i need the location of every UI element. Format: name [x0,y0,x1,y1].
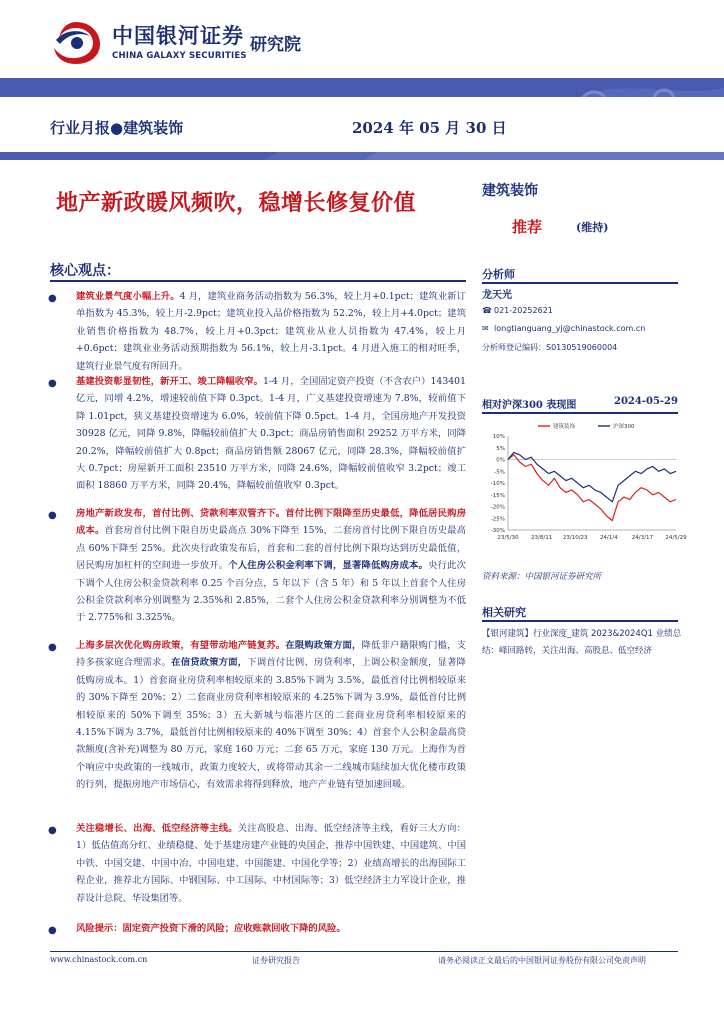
analyst-email-address[interactable]: longtianguang_yj@chinastock.com.cn [494,324,646,333]
related-research-link[interactable]: 【银河建筑】行业深度_建筑 2023&2024Q1 业绩总结：峰回路转，关注出海、高股息、低空经济 [482,629,682,656]
core-item-6 [76,920,466,937]
core-item-4-emphasis-1: 在限购政策方面， [285,640,362,651]
rating-label: 推荐 [512,218,543,236]
y-tick-label: -25% [490,516,505,523]
chart-source: 资料来源：中国银河证券研究所 [482,572,602,582]
core-item-3-body: 首套房首付比例下限自历史最高点 30%下降至 15%，二套房首付比例下限自历史最高点 60%下降至 25%。此次央行政策发布后，首套和二套的首付比例下限均达到历史最低值，居民购房加杠杆的空间进一步放开。 [76,525,466,572]
x-tick-label: 24/5/29 [665,535,687,541]
core-views-heading: 核心观点： [50,263,120,279]
core-item-5 [76,820,466,907]
core-item-1-lead: 建筑业景气度小幅上升。 [76,291,180,302]
rating-note: (维持) [576,221,609,234]
core-item-2 [76,373,466,495]
x-tick-label: 24/1/4 [599,535,618,541]
report-title: 地产新政暖风频吹，稳增长修复价值 [56,190,417,216]
core-item-3-lead: 房地产新政发布，首付比例、贷款利率双管齐下。首付比例下限降至历史最低，降低居民购房成本。 [76,508,466,537]
logo-chinese-name: 中国银河证券 [112,24,244,48]
bullet-icon: ● [48,293,57,304]
phone-icon: ☎ [482,306,492,315]
report-date: 2024 年 05 月 30 日 [352,119,507,137]
x-tick-label: 23/10/23 [562,535,588,541]
legend-label: 建筑装饰 [553,424,576,430]
bullet-icon: ● [48,925,57,936]
chart-title-rule [482,412,678,414]
core-item-1-body: 4 月，建筑业商务活动指数为 56.3%，较上月+0.1pct；建筑业新订单指数为 45.3%，较上月-2.9pct；建筑业投入品价格指数为 52.2%，较上月+4.0pct；建筑业销售价格指数为 48.7%，较上月+0.3pct；建筑业从业人员指数为 47.4%，较上月+0.6pct；建筑业业务活动预期指数为 56.1%，较上月-3.1pct。4 月进入施工的相对旺季，建筑行业景气度有所回升。 [76,291,466,372]
core-item-4-emphasis-2: 在信贷政策方面， [171,657,248,669]
report-type: 行业月报●建筑装饰 [50,119,184,137]
core-item-2-body: 1-4 月，全国固定资产投资（不含农户）143401 亿元，同增 4.2%，增速较前值下降 0.3pct。1-4 月，广义基建投资增速为 7.8%，较前值下降 1.01pct，狭义基建投资增速为 6.0%，较前值下降 0.5pct。1-4 月，全国房地产开发投资 30928 亿元，同降 9.8%，降幅较前值扩大 0.3pct；商品房销售面积 29252 万平方米，同降 20.2%，降幅较前值扩大 0.8pct；商品房销售额 28067 亿元，同降 28.3%，降幅较前值扩大 0.7pct；房屋新开工面积 23510 万平方米，同降 24.6%，降幅较前值收窄 3.2pct；竣工面积 18860 万平方米，同降 20.4%，降幅较前值收窄 0.3pct。 [76,376,466,492]
y-tick-label: -20% [490,504,505,511]
analyst-phone-number: 021-20252621 [494,306,553,315]
y-tick-label: -5% [494,469,505,476]
y-tick-label: 5% [496,445,505,452]
analyst-email[interactable] [482,324,645,333]
logo-english-name: CHINA GALAXY SECURITIES [112,51,247,61]
core-views-rule [50,280,466,282]
analyst-heading: 分析师 [482,268,515,281]
core-item-3-emphasis: 个人住房公积金利率下调，显著降低购房成本。 [228,560,429,572]
analyst-name: 龙天光 [482,290,512,301]
core-item-5-lead: 关注稳增长、出海、低空经济等主线。 [76,823,238,834]
y-tick-label: 10% [492,434,505,440]
core-item-4-body-2: 下调首付比例、房贷利率，上调公积金额度，显著降低购房成本。1）首套商业房贷利率相较原来的 3.85%下调为 3.5%，最低首付比例相较原来的 30%下降至 20%；2）二套商业房贷利率相较原来的 4.25%下调为 3.9%，最低首付比例相较原来的 50%下调至 35%；3）五大新城与临港片区的二套商业房贷利率相较原来的 4.15%下调为 3.7%，最低首付比例相较原来的 40%下调至 30%；4）首套个人公积金最高贷款额度(含补充)调整为 80 万元，家庭 160 万元；二套 65 万元，家庭 130 万元。上海作为首个响应中央政策的一线城市，政策力度较大，或将带动其余一二线城市陆续加大优化楼市政策的行列，提振房地产市场信心，有效需求将得到释放，地产产业链有望加速回暖。 [76,657,466,791]
core-item-2-lead: 基建投资彰显韧性，新开工、竣工降幅收窄。 [76,376,263,387]
analyst-phone [482,306,553,315]
related-heading: 相关研究 [482,606,526,619]
footer-rule [50,951,678,952]
relative-performance-chart [480,418,687,548]
core-item-4 [76,637,466,794]
legend-label: 沪深300 [613,424,635,430]
footer-website[interactable]: www.chinastock.com.cn [50,955,148,964]
galaxy-logo-icon [50,18,102,66]
series-line-hs300 [508,453,676,502]
institute-label: 研究院 [250,35,301,55]
email-icon: ✉ [482,324,489,333]
bullet-icon: ● [48,825,57,836]
company-logo [50,18,330,68]
x-tick-label: 23/5/30 [497,535,519,541]
y-tick-label: 0% [496,457,505,464]
chart-title: 相对沪深300 表现图 [482,400,577,411]
footer-center: 证券研究报告 [252,956,300,965]
y-tick-label: -15% [490,492,505,499]
related-rule [482,620,678,622]
core-item-3-body-2: 央行此次下调个人住房公积金贷款利率 0.25 个百分点，5 年以下（含 5 年）和 5 年以上首套个人住房公积金贷款利率分别调整为 2.35%和 2.85%，二套个人住房公积金贷款利率分别调整为不低于 2.775%和 3.325%。 [76,560,466,624]
core-item-1 [76,288,466,375]
core-item-4-body-1: 降低非户籍限购门槛，支持多孩家庭合理需求。 [76,640,466,669]
bullet-icon: ● [48,378,57,389]
y-tick-label: -10% [490,481,505,487]
core-item-3 [76,505,466,627]
chart-date: 2024-05-29 [614,396,678,407]
risk-warning: 风险提示：固定资产投资下滑的风险；应收账款回收下降的风险。 [76,923,346,934]
bullet-icon: ● [48,510,57,521]
x-tick-label: 23/8/11 [530,535,553,541]
analyst-cert: 分析师登记编码：S0130519060004 [482,343,618,352]
core-item-5-body: 关注高股息、出海、低空经济等主线，看好三大方向：1）低估值高分红、业绩稳健、处于基建房建产业链的央国企，推荐中国铁建、中国建筑、中国中铁、中国交建、中国中冶、中国电建、中国能建、中国化学等；2）业绩高增长的出海国际工程企业，推荐北方国际、中钢国际、中工国际、中材国际等；3）低空经济主力军设计企业，推荐设计总院、华设集团等。 [76,823,466,904]
analyst-rule [482,282,678,284]
x-tick-label: 24/3/17 [631,535,654,541]
y-tick-label: -30% [490,528,505,534]
industry-label: 建筑装饰 [482,183,538,199]
core-item-4-lead: 上海多层次优化购房政策，有望带动地产链复苏。 [76,640,286,651]
bullet-icon: ● [48,642,57,653]
footer-disclaimer: 请务必阅读正文最后的中国银河证券股份有限公司免责声明 [438,956,646,965]
